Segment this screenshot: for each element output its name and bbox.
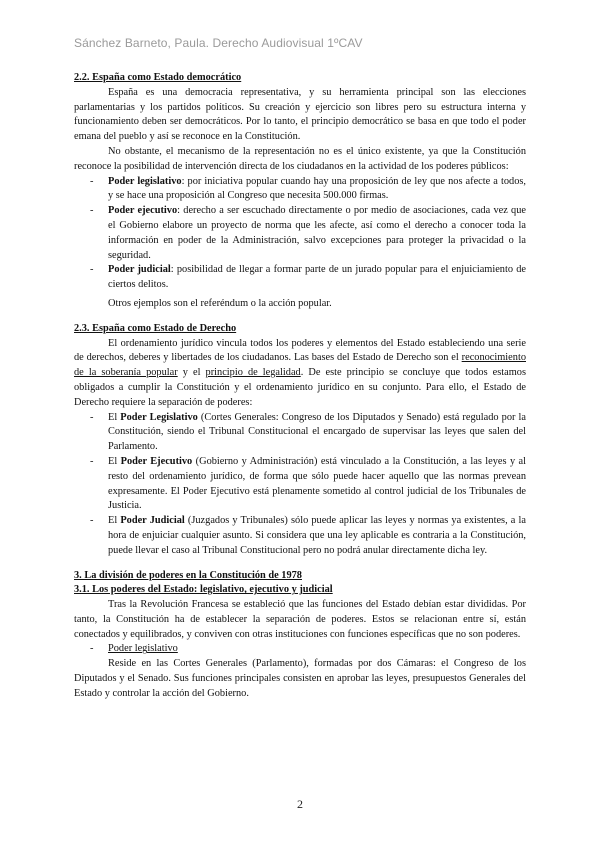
list-item — [74, 514, 526, 558]
list-item — [74, 642, 526, 657]
list-item-prefix: El — [108, 515, 121, 527]
list-item-term: Poder Legislativo — [120, 411, 198, 423]
list-item-term: Poder Judicial — [120, 515, 185, 527]
list-item-label: Poder legislativo — [108, 643, 178, 655]
paragraph-text: y el — [177, 367, 206, 379]
list-item-text: (Gobierno y Administración) está vinculado a la Constitución, a las leyes y al resto del ordenamiento jurídico, de forma que sólo puede hacer aquello que las normas prevean expresamente. El Poder Ejecutivo está plenamente sometido al control judicial de los Tribunales de Justicia. — [108, 455, 527, 512]
section-3-1-heading: 3.1. Los poderes del Estado: legislativo, ejecutivo y judicial — [74, 584, 333, 596]
list-item — [74, 204, 526, 263]
paragraph-text: El ordenamiento jurídico vincula todos los poderes y elementos del Estado estableciendo una serie de derechos, deberes y libertades de los ciudadanos. Las bases del Estado de Derecho son el — [74, 337, 526, 364]
list-item — [74, 455, 526, 514]
list-item — [74, 175, 526, 205]
list-item — [74, 263, 526, 293]
document-body — [74, 71, 526, 702]
list-item-text: : derecho a ser escuchado directamente o por medio de asociaciones, cada vez que el Gobierno elabore un proyecto de norma que les afecte, así como el derecho a conocer toda la información en poder de la Administración, salvo excepciones para proteger la privacidad o la seguridad. — [108, 205, 526, 261]
list-item-text: : posibilidad de llegar a formar parte de un jurado popular para el enjuiciamiento de ciertos delitos. — [108, 264, 526, 291]
section-2-3-heading: 2.3. España como Estado de Derecho — [74, 322, 237, 334]
list-item-text: (Cortes Generales: Congreso de los Diputados y Senado) está regulado por la Constitución, siendo el Tribunal Constitucional el encargado de supervisar las leyes que salen del Parlamento. — [108, 411, 526, 453]
direct-participation-list — [74, 175, 526, 293]
list-item-prefix: El — [108, 411, 121, 423]
list-item-term: Poder ejecutivo — [108, 205, 178, 217]
underlined-term: principio de legalidad — [205, 367, 301, 379]
underlined-term: reconocimiento de la soberanía popular — [74, 352, 526, 379]
section-2-3-paragraph-1 — [74, 337, 526, 411]
section-2-2-paragraph-2: No obstante, el mecanismo de la representación no es el único existente, ya que la Constitución reconoce la posibilidad de intervención directa de los ciudadanos en la actividad de los poderes públicos: — [74, 145, 526, 172]
list-item-prefix: El — [108, 455, 121, 467]
page-number: 2 — [297, 797, 303, 811]
list-item-term: Poder legislativo — [108, 175, 182, 187]
powers-list — [74, 642, 526, 657]
section-2-2-paragraph-3: Otros ejemplos son el referéndum o la acción popular. — [108, 297, 332, 309]
list-item — [74, 411, 526, 455]
section-2-2-paragraph-1: España es una democracia representativa, y su herramienta principal son las elecciones parlamentarias y los partidos políticos. Su creación y ejercicio son libres pero su estructura interna y funcionamiento deben ser democráticos. Por lo tanto, el principio democrático se basa en que todo el poder emana del pueblo y así se reconoce en la Constitución. — [74, 86, 526, 143]
separation-of-powers-list — [74, 411, 526, 559]
section-3-heading: 3. La división de poderes en la Constitución de 1978 — [74, 569, 302, 581]
section-3-1-paragraph-1: Tras la Revolución Francesa se estableció que las funciones del Estado debían estar divididas. Por tanto, la Constitución ha de establecer la separación de poderes. Estos se relacionan entre sí, están conectados y equilibrados, y conviven con otras instituciones con funciones específicas que no son poderes. — [74, 599, 526, 640]
running-header: Sánchez Barneto, Paula. Derecho Audiovisual 1ºCAV — [74, 36, 363, 50]
paragraph-text: . De este principio se concluye que todos estamos obligados a cumplir la Constitución y el ordenamiento jurídico en su conjunto. Para ello, el Estado de Derecho requiere la separación de poderes: — [74, 367, 526, 408]
section-2-2-heading: 2.2. España como Estado democrático — [74, 72, 242, 83]
list-item-term: Poder judicial — [108, 264, 171, 276]
list-item-text: : por iniciativa popular cuando hay una proposición de ley que nos afecte a todos, y se hace una proposición al Congreso que necesita 500.000 firmas. — [108, 175, 526, 202]
list-item-term: Poder Ejecutivo — [120, 455, 193, 467]
list-item-text: (Juzgados y Tribunales) sólo puede aplicar las leyes y normas ya existentes, a la hora de enjuiciar cualquier asunto. Si considera que una ley aplicable es contraria a la Constitución, puede llevar el caso al Tribunal Constitucional pero no podrá anular directamente dicha ley. — [108, 515, 526, 556]
section-3-1-paragraph-2: Reside en las Cortes Generales (Parlamento), formadas por dos Cámaras: el Congreso de los Diputados y el Senado. Sus funciones principales consisten en aprobar las leyes, presupuestos Generales del Estado y controlar la acción del Gobierno. — [74, 658, 526, 699]
